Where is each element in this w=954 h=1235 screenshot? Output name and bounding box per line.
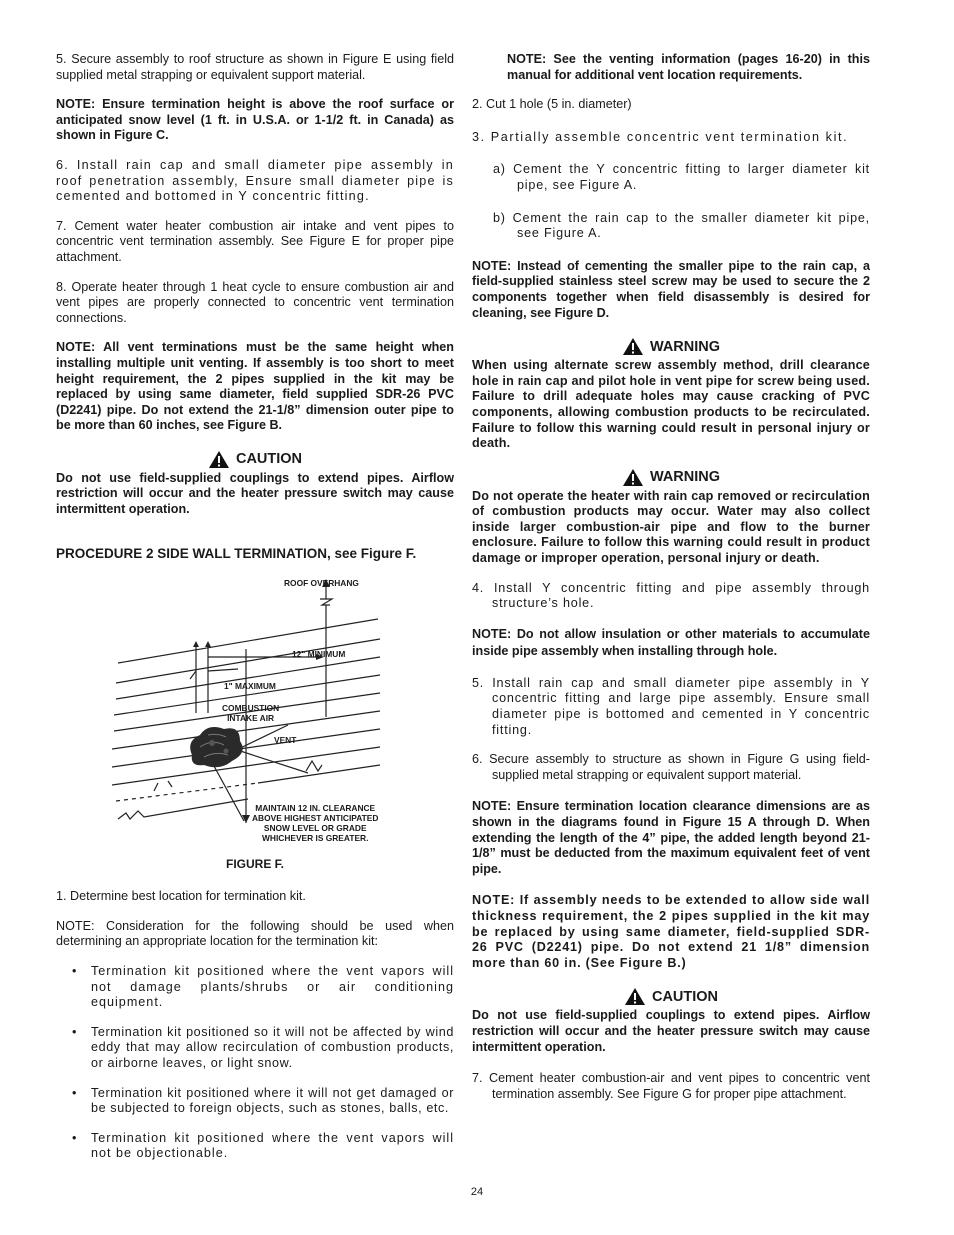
step-2-cut-hole: 2. Cut 1 hole (5 in. diameter) [472, 97, 632, 112]
list-item [56, 964, 454, 1011]
step-7-cement: 7. Cement water heater combustion air intake and vent pipes to concentric vent termination assembly. See Figure E for proper pipe attachment. [56, 218, 454, 264]
list-item-text: Termination kit positioned where it will not get damaged or be subjected to foreign objects, such as stones, balls, etc. [91, 1085, 454, 1116]
label-vent: VENT [274, 735, 297, 746]
label-maintain-line3: SNOW LEVEL OR GRADE [263, 823, 367, 834]
step-1-determine: 1. Determine best location for termination kit. [56, 889, 306, 904]
left-column [56, 52, 454, 1162]
warning-header-1 [472, 337, 870, 356]
step-6-secure: 6. Secure assembly to structure as shown in Figure G using field-supplied metal strapping or equivalent support material. [472, 752, 870, 782]
label-maintain-clearance [252, 803, 378, 843]
caution-label: CAUTION [235, 451, 303, 468]
caution-text-right: Do not use field-supplied couplings to extend pipes. Airflow restriction will occur and the heater pressure switch may cause intermittent operation. [472, 1008, 870, 1054]
step-3b-cement-rain-cap: b) Cement the rain cap to the smaller diameter kit pipe, see Figure A. [493, 210, 870, 241]
warning-triangle-icon [624, 987, 646, 1006]
list-item [56, 1086, 454, 1117]
list-item-text: Termination kit positioned so it will not be affected by wind eddy that may allow recirculation of combustion products, or airborne leaves, or light snow. [91, 1024, 454, 1070]
warning-label: WARNING [649, 338, 721, 355]
caution-label: CAUTION [651, 988, 719, 1005]
note-termination-height: NOTE: Ensure termination height is above the roof surface or anticipated snow level (1 ft. in U.S.A. or 1-1/2 ft. in Canada) as shown in Figure C. [56, 97, 454, 143]
right-column [472, 52, 870, 1102]
list-item [56, 1025, 454, 1072]
note-insulation: NOTE: Do not allow insulation or other materials to accumulate inside pipe assembly when installing through hole. [472, 626, 870, 658]
vent-termination-shape [190, 727, 242, 767]
label-maintain-line4: WHICHEVER IS GREATER. [262, 833, 369, 844]
warning-header-2 [472, 468, 870, 487]
figure-f-caption: FIGURE F. [225, 857, 284, 872]
figure-f-diagram [108, 575, 404, 855]
list-item [56, 1131, 454, 1162]
step-5-roof: 5. Secure assembly to roof structure as shown in Figure E using field supplied metal strapping or equivalent support material. [56, 52, 454, 82]
note-clearance: NOTE: Ensure termination location clearance dimensions are as shown in the diagrams found in Figure 15 A through D. When extending the length of the 4” pipe, the added length beyond 21-1/8” must be deducted from the maximum equivalent feet of vent pipe. [472, 799, 870, 876]
bullet-icon: • [72, 1085, 78, 1100]
list-item-text: Termination kit positioned where the vent vapors will not be objectionable. [91, 1130, 454, 1161]
label-combustion-intake-air [222, 703, 279, 723]
warning-triangle-icon [622, 468, 644, 487]
list-item-text: Termination kit positioned where the vent vapors will not damage plants/shrubs or air conditioning equipment. [91, 964, 454, 1010]
label-combustion-line2: INTAKE AIR [227, 713, 275, 724]
bullet-icon: • [72, 1024, 78, 1039]
step-3-partially-assemble: 3. Partially assemble concentric vent termination kit. [472, 129, 849, 144]
note-stainless-screw: NOTE: Instead of cementing the smaller pipe to the rain cap, a field-supplied stainless steel screw may be used to secure the 2 components together when field disassembly is desired for cleaning, see Figure D. [472, 258, 870, 320]
note-extend: NOTE: If assembly needs to be extended to allow side wall thickness requirement, the 2 pipes supplied in the kit may be replaced by using same diameter, field-supplied SDR-26 PVC (D2241) pipe. Do not extend 21 1/8” dimension more than 60 in. (See Figure B.) [472, 893, 870, 970]
caution-header-right [472, 987, 870, 1006]
bullet-icon: • [72, 1130, 78, 1145]
step-5-rain-cap: 5. Install rain cap and small diameter pipe assembly in Y concentric fitting and large pipe assembly. Ensure small diameter pipe is bottomed and cemented in Y concentric fitting. [472, 675, 870, 737]
step-3a-cement-y: a) Cement the Y concentric fitting to larger diameter kit pipe, see Figure A. [493, 162, 870, 192]
label-maintain-line2: ABOVE HIGHEST ANTICIPATED [252, 813, 379, 824]
warning-label: WARNING [649, 469, 721, 486]
warning-text-rain-cap: Do not operate the heater with rain cap removed or recirculation of combustion products may occur. Water may also collect inside larger combustion-air pipe and flow to the burner enclosure. Failure to follow this warning could result in product damage or improper operation, personal injury or death. [472, 488, 870, 566]
label-combustion-line1: COMBUSTION [222, 703, 280, 714]
step-8-operate: 8. Operate heater through 1 heat cycle to ensure combustion air and vent pipes are properly connected to concentric vent termination connections. [56, 279, 454, 325]
label-1-maximum: 1" MAXIMUM [224, 681, 276, 692]
caution-text: Do not use field-supplied couplings to extend pipes. Airflow restriction will occur and the heater pressure switch may cause intermittent operation. [56, 470, 454, 517]
procedure-2-heading: PROCEDURE 2 SIDE WALL TERMINATION, see Figure F. [56, 545, 417, 561]
label-maintain-line1: MAINTAIN 12 IN. CLEARANCE [255, 803, 376, 814]
step-7-cement-pipes: 7. Cement heater combustion-air and vent pipes to concentric vent termination assembly. See Figure G for proper pipe attachment. [472, 1071, 870, 1101]
label-12-minimum: 12" MINIMUM [292, 649, 346, 660]
warning-triangle-icon [208, 450, 230, 469]
caution-header [56, 450, 454, 469]
step-6-rain-cap: 6. Install rain cap and small diameter pipe assembly in roof penetration assembly, Ensure small diameter pipe is cemented and bottomed in Y concentric fitting. [56, 157, 454, 204]
page-number: 24 [470, 1186, 484, 1198]
note-venting-info: NOTE: See the venting information (pages 16-20) in this manual for additional vent location requirements. [507, 52, 870, 82]
consideration-list [56, 964, 454, 1162]
note-same-height: NOTE: All vent terminations must be the same height when installing multiple unit venting. If assembly is too short to meet height requirement, the 2 pipes supplied in the kit may be replaced by using same diameter, field supplied SDR-26 PVC (D2241) pipe. Do not extend the 21-1/8” dimension outer pipe to be more than 60 inches, see Figure B. [56, 340, 454, 433]
label-roof-overhang: ROOF OVERHANG [284, 578, 359, 589]
bullet-icon: • [72, 964, 78, 979]
warning-triangle-icon [622, 337, 644, 356]
step-4-install-y: 4. Install Y concentric fitting and pipe assembly through structure’s hole. [472, 580, 870, 611]
warning-text-screw: When using alternate screw assembly method, drill clearance hole in rain cap and pilot hole in vent pipe for screw being used. Failure to drill adequate holes may cause cracking of PVC components, allowing combustion products to be recirculated. Failure to follow this warning could result in personal injury or death. [472, 358, 870, 451]
note-consideration: NOTE: Consideration for the following should be used when determining an appropriate location for the termination kit: [56, 918, 454, 949]
